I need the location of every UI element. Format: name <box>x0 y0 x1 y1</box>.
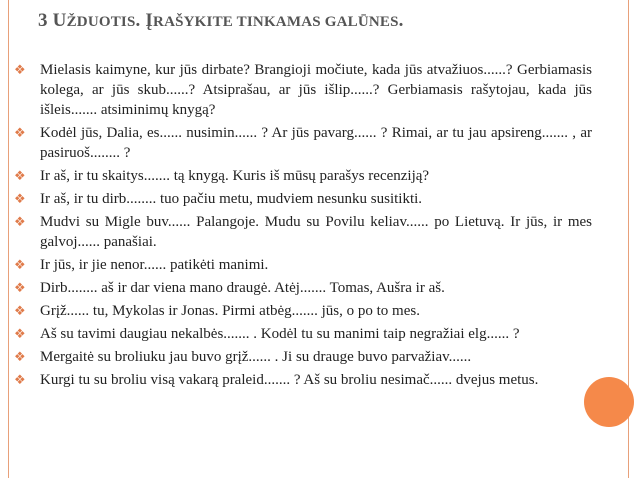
list-item-text: Aš su tavimi daugiau nekalbės....... . Kodėl tu su manimi taip negražiai elg...... ? <box>40 326 520 342</box>
list-item <box>12 301 592 321</box>
slide-title <box>38 10 404 32</box>
list-item <box>12 60 592 120</box>
list-item <box>12 189 592 209</box>
bullet-icon: ❖ <box>14 62 26 77</box>
list-item-text: Grįž...... tu, Mykolas ir Jonas. Pirmi atbėg....... jūs, o po to mes. <box>40 303 420 319</box>
list-item-text: Mergaitė su broliuku jau buvo grįž...... . Ji su drauge buvo parvažiav...... <box>40 349 472 365</box>
list-item <box>12 123 592 163</box>
exercise-list <box>12 60 592 393</box>
bullet-icon: ❖ <box>14 125 26 140</box>
list-item <box>12 166 592 186</box>
list-item <box>12 347 592 367</box>
bullet-icon: ❖ <box>14 372 26 387</box>
title-part1-small: ŽDUOTIS <box>66 14 136 30</box>
title-part2-big: Į <box>145 10 154 31</box>
list-item-text: Ir aš, ir tu skaitys....... tą knygą. Kuris iš mūsų parašys recenziją? <box>40 168 430 184</box>
list-item <box>12 278 592 298</box>
list-item-text: Ir aš, ir tu dirb........ tuo pačiu metu, mudviem nesunku susitikti. <box>40 191 423 207</box>
bullet-icon: ❖ <box>14 349 26 364</box>
bullet-icon: ❖ <box>14 168 26 183</box>
list-item <box>12 255 592 275</box>
list-item-text: Kurgi tu su broliu visą vakarą praleid....... ? Aš su broliu nesimač...... dvejus metus. <box>40 372 539 388</box>
bullet-icon: ❖ <box>14 303 26 318</box>
title-separator: . <box>135 10 146 31</box>
bullet-icon: ❖ <box>14 214 26 229</box>
bullet-icon: ❖ <box>14 280 26 295</box>
decorative-circle <box>584 377 634 427</box>
list-item <box>12 324 592 344</box>
bullet-icon: ❖ <box>14 326 26 341</box>
title-part2-small: RAŠYKITE TINKAMAS GALŪNES <box>153 14 399 30</box>
list-item-text: Mudvi su Migle buv...... Palangoje. Mudu su Povilu keliav...... po Lietuvą. Ir jūs, ir mes galvoj...... panašiai. <box>40 214 592 250</box>
list-item <box>12 212 592 252</box>
list-item <box>12 370 592 390</box>
title-end: . <box>398 10 404 31</box>
list-item-text: Dirb........ aš ir dar viena mano draugė. Atėj....... Tomas, Aušra ir aš. <box>40 280 445 296</box>
list-item-text: Mielasis kaimyne, kur jūs dirbate? Brangioji močiute, kada jūs atvažiuos......? Gerbiamasis kolega, ar jūs skub......? Atsiprašau, ar jūs išlip......? Gerbiamasis rašytojau, kada jūs išleis....... atsiminimų knygą? <box>40 62 592 118</box>
bullet-icon: ❖ <box>14 257 26 272</box>
title-part1-big: 3 U <box>38 10 67 31</box>
left-border-line <box>8 0 9 478</box>
bullet-icon: ❖ <box>14 191 26 206</box>
list-item-text: Kodėl jūs, Dalia, es...... nusimin...... ? Ar jūs pavarg...... ? Rimai, ar tu jau apsireng....... , ar pasiruoš........ ? <box>40 125 592 161</box>
list-item-text: Ir jūs, ir jie nenor...... patikėti manimi. <box>40 257 269 273</box>
